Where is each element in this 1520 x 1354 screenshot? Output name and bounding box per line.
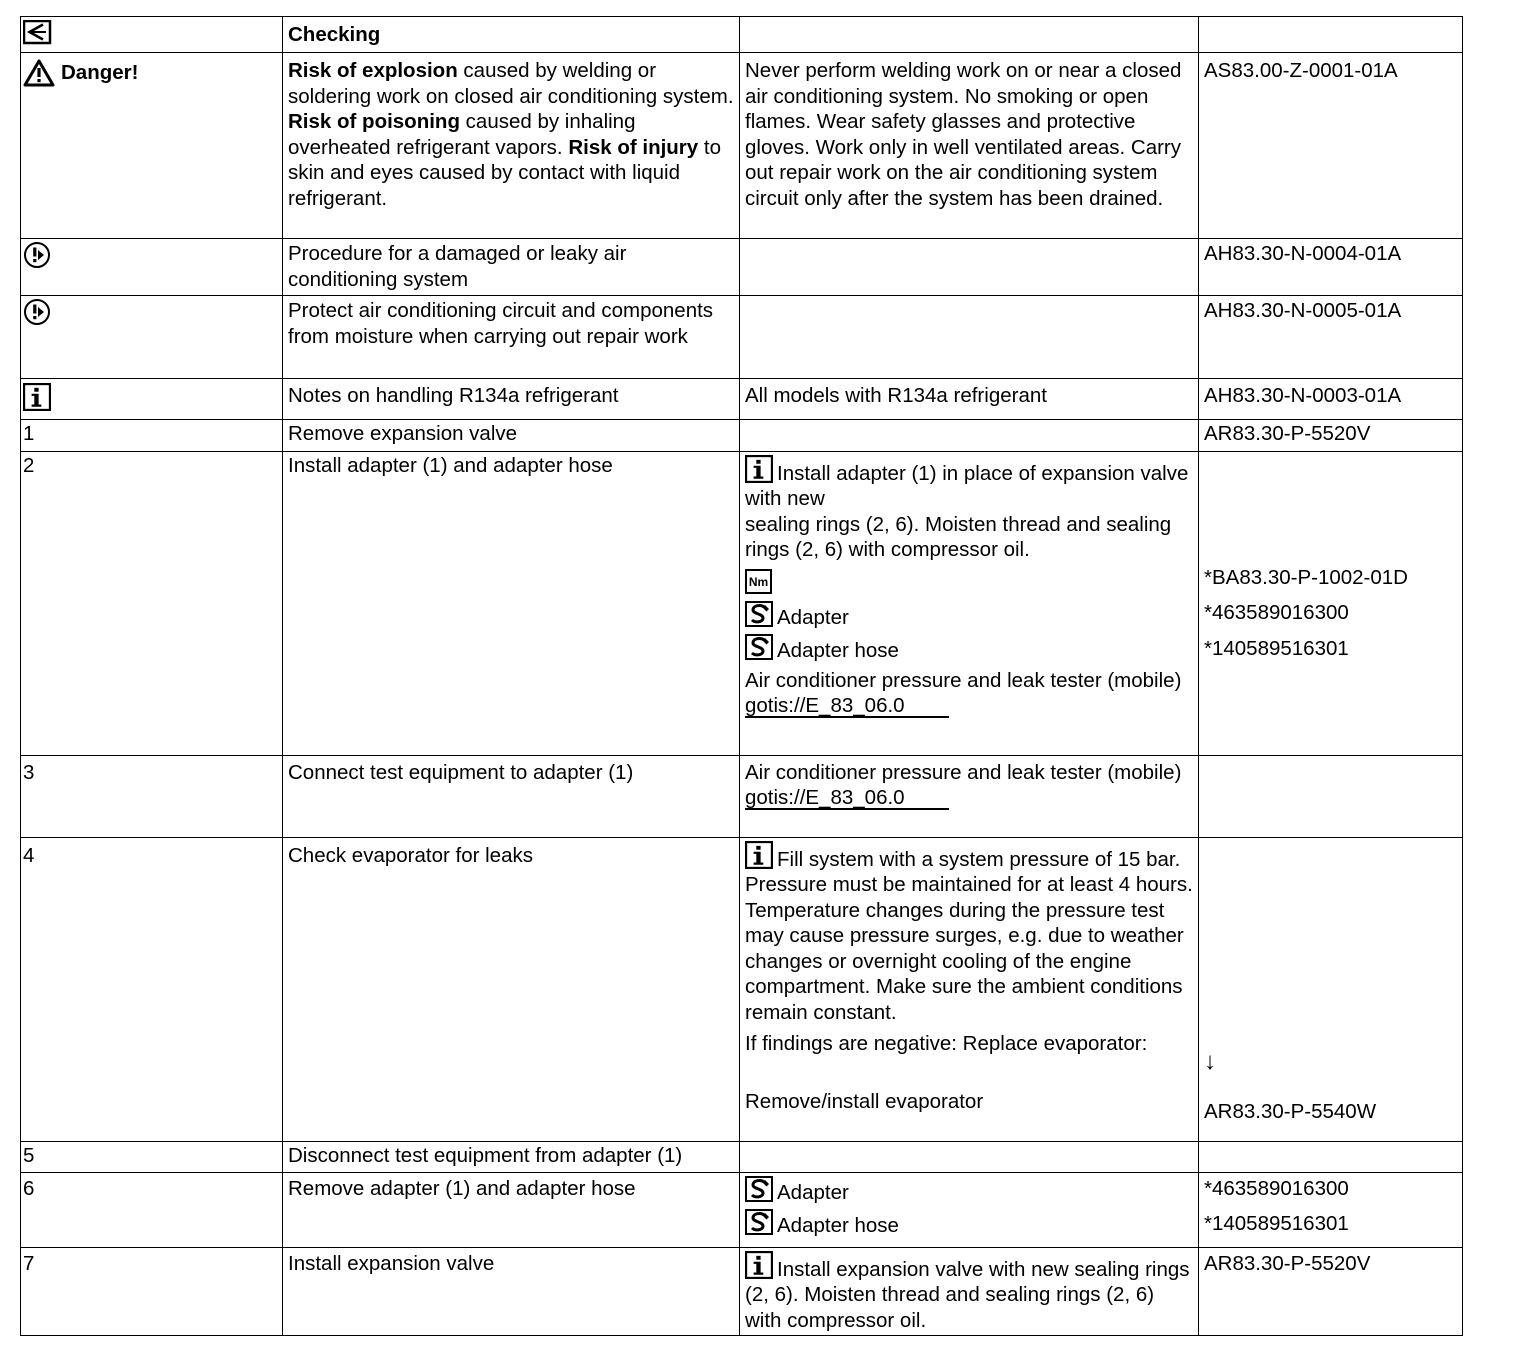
special-tool-icon: [745, 1176, 773, 1202]
step-number: 1: [21, 419, 283, 451]
special-tool-icon: [745, 1209, 773, 1235]
info-icon: [745, 1251, 773, 1279]
warning-triangle-icon: [23, 59, 55, 87]
note-info: [740, 296, 1199, 379]
tester-text: Air conditioner pressure and leak tester (mobile): [745, 760, 1182, 784]
gotis-link[interactable]: gotis://E_83_06.0: [745, 695, 949, 718]
info-icon: [23, 383, 51, 411]
note-ref[interactable]: AH83.30-N-0005-01A: [1199, 296, 1463, 379]
step-row-3: [21, 755, 1463, 837]
down-arrow-icon: ↓: [1204, 1047, 1216, 1075]
special-tool-icon: [745, 634, 773, 660]
step-refs: [1199, 837, 1463, 1141]
step-action: Check evaporator for leaks: [283, 837, 740, 1141]
note-ref[interactable]: AH83.30-N-0003-01A: [1199, 379, 1463, 420]
step-details: [740, 1172, 1199, 1247]
step-row-5: [21, 1141, 1463, 1172]
step-row-1: [21, 419, 1463, 451]
remove-install-text: Remove/install evaporator: [745, 1089, 984, 1113]
note-row: [21, 296, 1463, 379]
page-title: Checking: [288, 23, 381, 46]
tool-ref[interactable]: *463589016300: [1204, 601, 1349, 624]
danger-label-block: [23, 59, 278, 87]
step-note: Install adapter (1) in place of expansion valve with new: [745, 462, 1188, 511]
step-details: Install adapter (1) in place of expansion valve with new sealing rings (2, 6). Moisten thread and sealing rings (2, 6) with compressor oil. Nm Adapter Adapter hose Air conditioner pressure and leak tester (mobile) gotis://E_83_06.0: [740, 451, 1199, 755]
step-row-7: [21, 1247, 1463, 1335]
step-action: Disconnect test equipment from adapter (1): [283, 1141, 740, 1172]
step-action: Connect test equipment to adapter (1): [283, 755, 740, 837]
step-row-2: [21, 451, 1463, 755]
step-row-6: [21, 1172, 1463, 1247]
svg-text:Nm: Nm: [748, 574, 769, 589]
tool-adapter-hose: Adapter hose: [745, 634, 1194, 664]
step-number: 7: [21, 1247, 283, 1335]
info-icon: [745, 841, 773, 869]
step-number: 5: [21, 1141, 283, 1172]
tool-adapter: Adapter: [745, 601, 1194, 631]
note-row: [21, 379, 1463, 420]
procedure-table: [20, 16, 1463, 1336]
tool-ref[interactable]: *463589016300: [1204, 1176, 1349, 1200]
step-note: Fill system with a system pressure of 15 bar. Pressure must be maintained for at least 4 hours.: [745, 848, 1193, 897]
step-action: Remove adapter (1) and adapter hose: [283, 1172, 740, 1247]
step-ref[interactable]: AR83.30-P-5520V: [1199, 1247, 1463, 1335]
danger-risks: Risk of explosion caused by welding or soldering work on closed air conditioning system. Risk of poisoning caused by inhaling overheated refrigerant vapors. Risk of injury to skin and eyes caused by contact with liquid refrigerant.: [283, 53, 740, 239]
info-icon: [745, 455, 773, 483]
step-refs: [1199, 451, 1463, 755]
step-number: 4: [21, 837, 283, 1141]
torque-entry: [745, 569, 1194, 595]
step-ref[interactable]: AR83.30-P-5520V: [1199, 419, 1463, 451]
step-ref[interactable]: AR83.30-P-5540W: [1204, 1099, 1377, 1123]
danger-label: Danger!: [61, 61, 139, 85]
negative-findings: If findings are negative: Replace evaporator:: [745, 1032, 1148, 1055]
step-action: Remove expansion valve: [283, 419, 740, 451]
step-details: Fill system with a system pressure of 15 bar. Pressure must be maintained for at least 4 hours. Temperature changes during the pressure test may cause pressure surges, e.g. due to weather changes or overnight cooling of the engine compartment. Make sure the ambient conditions remain constant. If findings are negative: Replace evaporator: Remove/install evaporator: [740, 837, 1199, 1141]
back-arrow-icon[interactable]: [23, 20, 53, 46]
step-action: Install expansion valve: [283, 1247, 740, 1335]
note-text: Procedure for a damaged or leaky air conditioning system: [283, 239, 740, 296]
step-note: Install expansion valve with new sealing rings (2, 6). Moisten thread and sealing rings (2, 6) with compressor oil.: [745, 1258, 1190, 1332]
note-info: All models with R134a refrigerant: [740, 379, 1199, 420]
torque-ref[interactable]: *BA83.30-P-1002-01D: [1204, 565, 1408, 589]
step-details: [740, 1247, 1199, 1335]
header-row: [21, 17, 1463, 53]
special-tool-icon: [745, 601, 773, 627]
note-info: [740, 239, 1199, 296]
tool-adapter-hose: Adapter hose: [745, 1209, 1194, 1239]
danger-ref[interactable]: AS83.00-Z-0001-01A: [1199, 53, 1463, 239]
note-ref[interactable]: AH83.30-N-0004-01A: [1199, 239, 1463, 296]
note-text: Notes on handling R134a refrigerant: [283, 379, 740, 420]
tool-adapter: Adapter: [745, 1176, 1194, 1206]
step-details: [740, 755, 1199, 837]
tool-ref[interactable]: *140589516301: [1204, 1212, 1349, 1235]
step-number: 3: [21, 755, 283, 837]
tool-ref[interactable]: *140589516301: [1204, 636, 1349, 660]
note-text: Protect air conditioning circuit and components from moisture when carrying out repair work: [283, 296, 740, 379]
wrench-circle-icon: [23, 298, 51, 326]
gotis-link[interactable]: gotis://E_83_06.0: [745, 787, 949, 810]
back-cell[interactable]: [21, 17, 283, 53]
step-number: 2: [21, 451, 283, 755]
torque-nm-icon: [745, 569, 773, 595]
step-row-4: [21, 837, 1463, 1141]
page-title-cell: [283, 17, 740, 53]
danger-measures: Never perform welding work on or near a closed air conditioning system. No smoking or open flames. Wear safety glasses and protective gloves. Work only in well ventilated areas. Carry out repair work on the air conditioning system circuit only after the system has been drained.: [740, 53, 1199, 239]
danger-row: [21, 53, 1463, 239]
note-row: [21, 239, 1463, 296]
step-refs: [1199, 1172, 1463, 1247]
tester-text: Air conditioner pressure and leak tester (mobile): [745, 668, 1182, 692]
wrench-circle-icon: [23, 241, 51, 269]
step-number: 6: [21, 1172, 283, 1247]
step-action: Install adapter (1) and adapter hose: [283, 451, 740, 755]
